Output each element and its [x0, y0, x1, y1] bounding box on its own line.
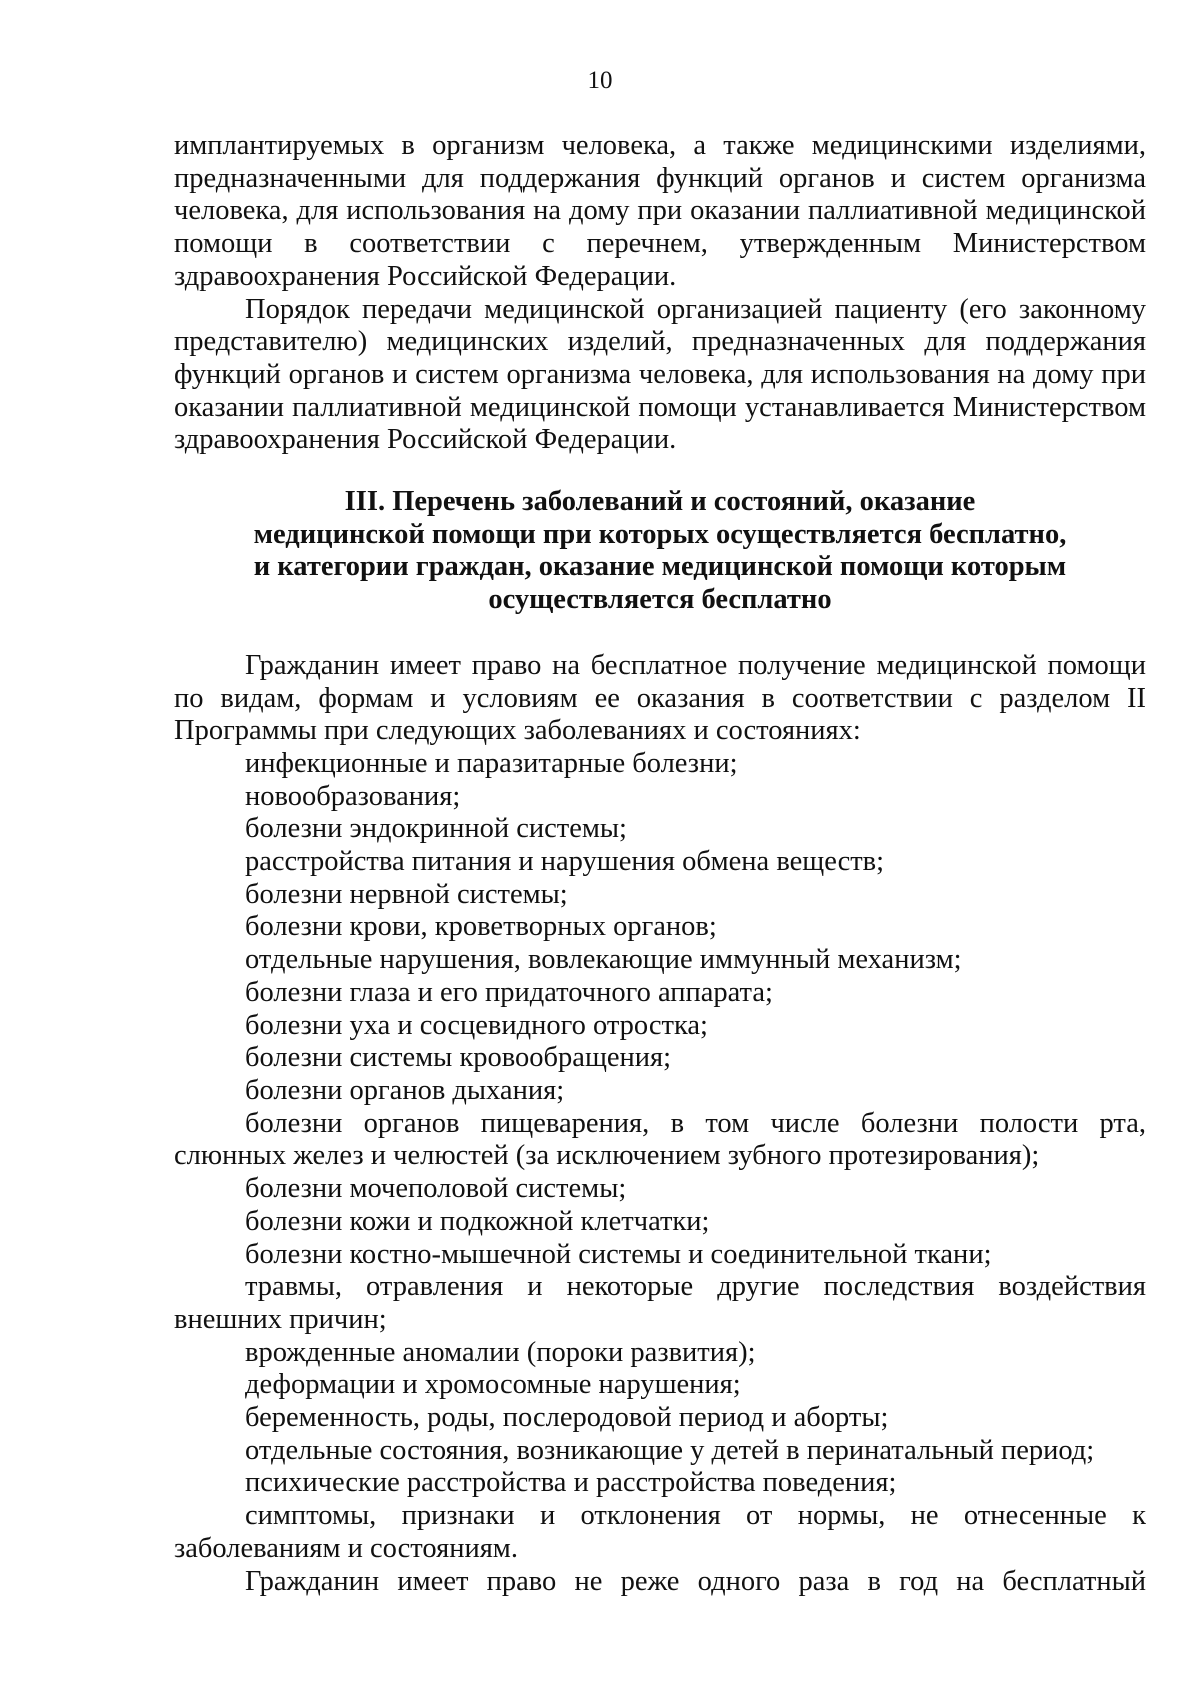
- list-item: болезни эндокринной системы;: [245, 813, 627, 845]
- document-body: [174, 130, 1146, 1598]
- list-item: расстройства питания и нарушения обмена веществ;: [245, 846, 885, 878]
- page-number: 10: [587, 67, 613, 94]
- list-item: деформации и хромосомные нарушения;: [245, 1369, 741, 1401]
- list-item: болезни костно-мышечной системы и соединительной ткани;: [245, 1238, 992, 1270]
- list-item: болезни крови, кроветворных органов;: [245, 911, 717, 943]
- section-heading-line: медицинской помощи при которых осуществляется бесплатно,: [253, 518, 1067, 550]
- list-item: психические расстройства и расстройства поведения;: [245, 1467, 897, 1499]
- list-item: новообразования;: [245, 780, 461, 812]
- list-item: болезни мочеполовой системы;: [245, 1173, 627, 1205]
- list-item: болезни органов дыхания;: [245, 1074, 565, 1106]
- paragraph-transfer-procedure: Порядок передачи медицинской организацией пациенту (его законному представителю) медицинских изделий, предназначенных для поддержания функций органов и систем организма человека, для использования на дому при оказании паллиативной медицинской помощи устанавливается Министерством здравоохранения Российской Федерации.: [174, 293, 1146, 456]
- list-item: отдельные нарушения, вовлекающие иммунный механизм;: [245, 944, 962, 976]
- list-item: беременность, роды, послеродовой период и аборты;: [245, 1402, 889, 1434]
- section-heading-line: осуществляется бесплатно: [488, 584, 832, 616]
- list-item: болезни глаза и его придаточного аппарата;: [245, 976, 773, 1008]
- list-item: болезни уха и сосцевидного отростка;: [245, 1009, 708, 1041]
- list-item: симптомы, признаки и отклонения от нормы, не отнесенные к заболеваниям и состояниям.: [174, 1500, 1146, 1564]
- list-item: отдельные состояния, возникающие у детей в перинатальный период;: [245, 1434, 1095, 1466]
- paragraph-closing: Гражданин имеет право не реже одного раза в год на бесплатный: [245, 1565, 1146, 1597]
- list-item: болезни нервной системы;: [245, 878, 568, 910]
- list-item: инфекционные и паразитарные болезни;: [245, 747, 738, 779]
- list-item: болезни системы кровообращения;: [245, 1042, 672, 1074]
- list-item: болезни кожи и подкожной клетчатки;: [245, 1205, 710, 1237]
- paragraph-continuation: имплантируемых в организм человека, а также медицинскими изделиями, предназначенными для поддержания функций органов и систем организма человека, для использования на дому при оказании паллиативной медицинской помощи в соответствии с перечнем, утвержденным Министерством здравоохранения Российской Федерации.: [174, 130, 1146, 292]
- paragraph-intro: Гражданин имеет право на бесплатное получение медицинской помощи по видам, формам и условиям ее оказания в соответствии с разделом II Программы при следующих заболеваниях и состояниях:: [174, 649, 1146, 747]
- section-heading-line: и категории граждан, оказание медицинской помощи которым: [253, 551, 1067, 583]
- list-item: травмы, отравления и некоторые другие последствия воздействия внешних причин;: [174, 1271, 1146, 1335]
- list-item: врожденные аномалии (пороки развития);: [245, 1336, 756, 1368]
- disease-list: [174, 748, 1146, 1566]
- list-item: болезни органов пищеварения, в том числе болезни полости рта, слюнных желез и челюстей (за исключением зубного протезирования);: [174, 1107, 1146, 1172]
- section-heading: [174, 457, 1146, 650]
- section-heading-line: III. Перечень заболеваний и состояний, оказание: [344, 486, 976, 518]
